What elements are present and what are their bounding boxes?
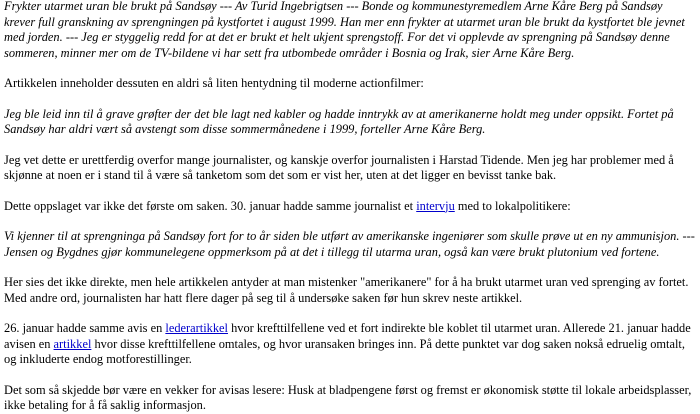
quote-paragraph: Frykter utarmet uran ble brukt på Sandsøy --- Av Turid Ingebrigtsen --- Bonde og kommunestyremedlem Arne Kåre Berg på Sandsøy krever full granskning av sprengningen på kystfortet i august 1999. Han mer enn frykter at utarmet uran ble brukt da kystfortet ble jevnet med jorden. --- Jeg er styggelig redd for at det er brukt et helt ukjent sprengstoff. For det vi opplevde av sprengning på Sandsøy denne sommeren, minner mer om de TV-bildene vi har sett fra utbombede områder i Bosnia og Irak, sier Arne Kåre Berg. (4, 0, 685, 60)
body-paragraph: Her sies det ikke direkte, men hele artikkelen antyder at man mistenker "amerikanere" for å ha brukt utarmet uran ved sprenging av fortet. Med andre ord, journalisten har hatt flere dager på seg til å undersøke saken før hun skrev neste artikkel. (4, 275, 689, 305)
paragraph-text: Dette oppslaget var ikke det første om saken. 30. januar hadde samme journalist et (4, 198, 417, 213)
artikkel-link[interactable]: artikkel (53, 336, 92, 351)
paragraph-text: 26. januar hadde samme avis en (4, 321, 166, 335)
body-paragraph (4, 321, 696, 368)
body-paragraph: Det som så skjedde bør være en vekker for avisas lesere: Husk at bladpengene først og fremst er økonomisk støtte til lokale arbeidsplasser, ikke betaling for å få saklig informasjon. (4, 382, 692, 412)
body-paragraph: Jeg vet dette er urettferdig overfor mange journalister, og kanskje overfor journalisten i Harstad Tidende. Men jeg har problemer med å skjønne at noen er i stand til å være så tanketom som det som er vist her, uten at det ligger en bevisst tanke bak. (4, 152, 674, 182)
paragraph-text: hvor krefttilfellene ved et fort indirekte ble koblet til utarmet uran. Allerede 21. januar hadde avisen en (4, 321, 691, 351)
lederartikkel-link[interactable]: lederartikkel (165, 321, 228, 335)
body-paragraph (4, 199, 696, 215)
paragraph-text: med to lokalpolitikere: (454, 198, 571, 213)
quote-paragraph: Jeg ble leid inn til å grave grøfter der det ble lagt ned kabler og hadde inntrykk av at amerikanerne holdt meg under oppsikt. Fortet på Sandsøy har aldri vært så avstengt som disse sommermånedene i 1999, forteller Arne Kåre Berg. (4, 106, 674, 136)
paragraph-text: hvor disse krefttilfellene omtales, og hvor uransaken bringes inn. På dette punktet var dog saken nokså edruelig omtalt, og inkluderte endog motforestillinger. (4, 336, 685, 366)
intervju-link[interactable]: intervju (416, 198, 455, 213)
quote-paragraph: Vi kjenner til at sprengninga på Sandsøy fort for to år siden ble utført av amerikanske ingeniører som skulle prøve ut en ny ammunisjon. --- Jensen og Bygdnes gjør kommunelegene oppmerksom på at det i tillegg til utarma uran, også kan være brukt plutonium ved fortene. (4, 229, 695, 259)
body-paragraph: Artikkelen inneholder dessuten en aldri så liten hentydning til moderne actionfilmer: (4, 76, 424, 90)
